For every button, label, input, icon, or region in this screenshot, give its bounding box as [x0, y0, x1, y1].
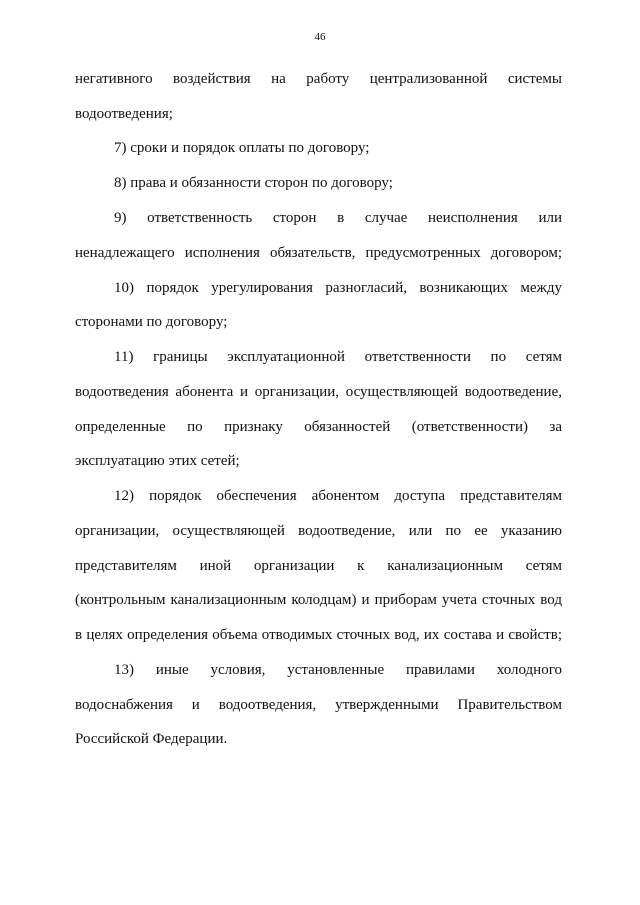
text-line: 7) сроки и порядок оплаты по договору; [114, 140, 370, 156]
page-number: 46 [314, 31, 326, 43]
text-line: водоснабжения и водоотведения, утвержденными Правительством [75, 697, 562, 713]
text-line: негативного воздействия на работу централизованной системы [75, 71, 562, 87]
text-line: 9) ответственность сторон в случае неисполнения или [114, 210, 562, 226]
text-line: 11) границы эксплуатационной ответственности по сетям [114, 349, 562, 365]
text-line: 10) порядок урегулирования разногласий, возникающих между [114, 280, 562, 296]
text-line: 12) порядок обеспечения абонентом доступа представителям [114, 488, 562, 504]
text-line: представителям иной организации к канализационным сетям [75, 558, 562, 574]
text-line: организации, осуществляющей водоотведение, или по ее указанию [75, 523, 562, 539]
text-line: 8) права и обязанности сторон по договору; [114, 175, 393, 191]
text-line: ненадлежащего исполнения обязательств, предусмотренных договором; [75, 245, 562, 261]
text-line: 13) иные условия, установленные правилами холодного [114, 662, 562, 678]
text-line: водоотведения; [75, 106, 173, 122]
text-line: сторонами по договору; [75, 314, 228, 330]
text-line: Российской Федерации. [75, 731, 228, 747]
text-line: в целях определения объема отводимых сточных вод, их состава и свойств; [75, 627, 562, 643]
text-line: определенные по признаку обязанностей (ответственности) за [75, 419, 562, 435]
text-line: водоотведения абонента и организации, осуществляющей водоотведение, [75, 384, 562, 400]
text-line: (контрольным канализационным колодцам) и приборам учета сточных вод [75, 592, 562, 608]
text-line: эксплуатацию этих сетей; [75, 453, 240, 469]
